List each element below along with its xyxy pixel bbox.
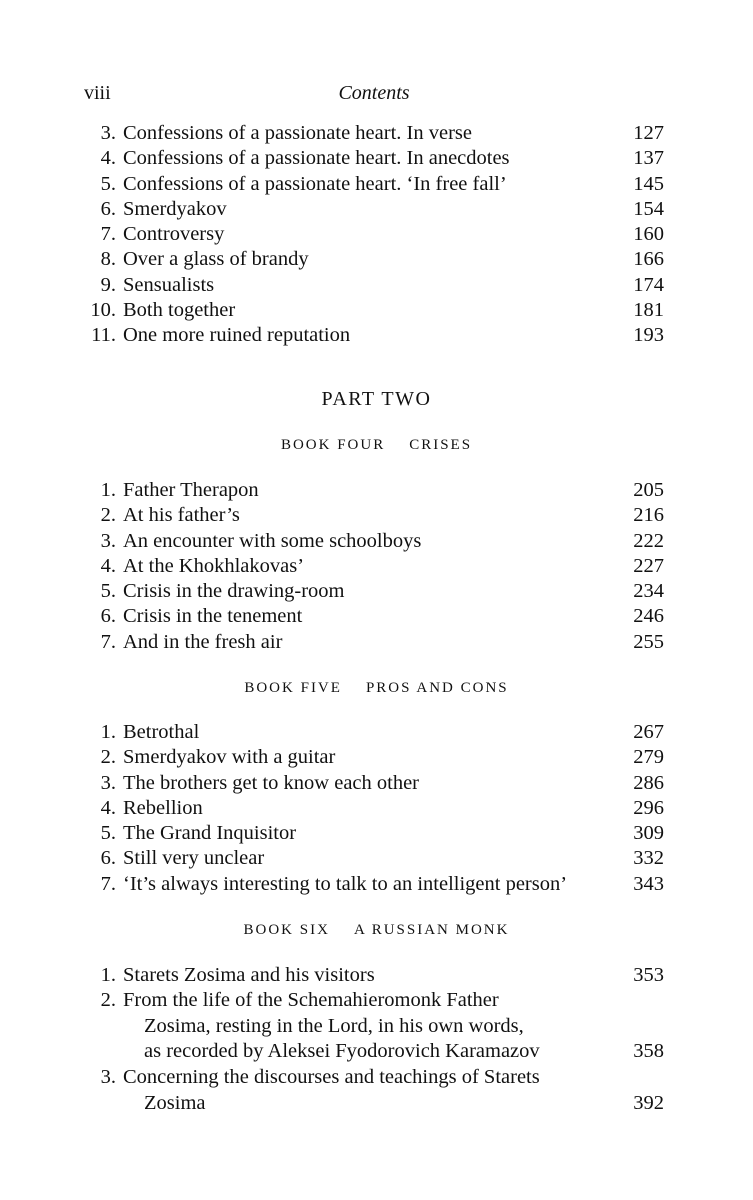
toc-entry[interactable] [0, 630, 753, 655]
entry-title: Smerdyakov with a guitar [123, 746, 336, 769]
entry-title: Confessions of a passionate heart. ‘In free fall’ [123, 172, 507, 195]
toc-entry[interactable] [0, 720, 753, 745]
entry-title-line: as recorded by Aleksei Fyodorovich Karamazov [144, 1040, 540, 1063]
toc-block-book-four [0, 478, 753, 655]
book-label: BOOK FOUR [280, 437, 386, 453]
entry-page: 343 [633, 872, 664, 895]
book-label: BOOK FIVE [244, 680, 342, 696]
entry-number: 2. [100, 504, 116, 527]
toc-entry[interactable] [0, 323, 753, 348]
entry-page: 181 [633, 299, 664, 322]
entry-page: 353 [633, 964, 664, 986]
book-title: A RUSSIAN MONK [353, 922, 510, 938]
toc-block-book-five [0, 720, 753, 897]
entry-number: 11. [91, 324, 116, 347]
entry-page: 216 [633, 504, 664, 527]
entry-title: Father Therapon [123, 479, 259, 501]
entry-title: Still very unclear [123, 847, 265, 870]
toc-entry[interactable] [0, 197, 753, 222]
entry-page: 286 [633, 771, 664, 794]
book-heading-six [0, 922, 753, 939]
part-heading: PART TWO [321, 388, 432, 410]
entry-page: 296 [633, 796, 664, 819]
entry-title-line: Concerning the discourses and teachings of Starets [123, 1066, 540, 1088]
toc-entry[interactable] [0, 963, 753, 989]
entry-number: 3. [100, 771, 116, 794]
toc-entry[interactable] [0, 273, 753, 298]
entry-number: 3. [100, 1066, 116, 1088]
toc-entry[interactable] [0, 222, 753, 247]
toc-entry[interactable] [0, 988, 753, 1065]
toc-entry[interactable] [0, 529, 753, 554]
entry-number: 4. [100, 796, 116, 819]
book-heading-five [0, 680, 753, 697]
toc-entry[interactable] [0, 579, 753, 604]
entry-number: 7. [100, 223, 116, 246]
entry-title: Both together [123, 299, 236, 322]
entry-title: Confessions of a passionate heart. In verse [123, 122, 472, 144]
entry-number: 2. [100, 746, 116, 769]
entry-title: Controversy [123, 223, 225, 246]
entry-title: And in the fresh air [123, 630, 283, 653]
entry-number: 10. [90, 299, 116, 322]
entry-number: 3. [100, 529, 116, 552]
entry-title: Smerdyakov [123, 197, 227, 220]
toc-entry[interactable] [0, 172, 753, 197]
entry-page: 174 [633, 273, 664, 296]
entry-title: An encounter with some schoolboys [123, 529, 422, 552]
entry-number: 5. [100, 172, 116, 195]
entry-page: 145 [633, 172, 664, 195]
entry-title: One more ruined reputation [123, 324, 351, 347]
entry-number: 1. [100, 721, 116, 743]
entry-number: 9. [100, 273, 116, 296]
entry-page: 222 [633, 529, 664, 552]
toc-entry[interactable] [0, 796, 753, 821]
entry-page: 332 [633, 847, 664, 870]
running-head [84, 82, 664, 110]
toc-block-part-one-end [0, 121, 753, 349]
toc-entry[interactable] [0, 745, 753, 770]
entry-title: The brothers get to know each other [123, 771, 420, 794]
entry-number: 4. [100, 147, 116, 170]
entry-page: 267 [633, 721, 664, 743]
book-title: CRISES [409, 437, 473, 453]
entry-number: 5. [100, 580, 116, 603]
toc-entry[interactable] [0, 872, 753, 897]
entry-page: 246 [633, 605, 664, 628]
entry-page: 234 [633, 580, 664, 603]
entry-title: The Grand Inquisitor [123, 822, 297, 845]
entry-page: 227 [633, 554, 664, 577]
book-label: BOOK SIX [243, 922, 330, 938]
entry-number: 6. [100, 197, 116, 220]
entry-number: 7. [100, 872, 116, 895]
toc-entry[interactable] [0, 771, 753, 796]
toc-entry[interactable] [0, 554, 753, 579]
entry-page: 193 [633, 324, 664, 347]
toc-entry[interactable] [0, 298, 753, 323]
entry-title-line: Zosima [144, 1091, 206, 1114]
entry-number: 7. [100, 630, 116, 653]
toc-entry[interactable] [0, 846, 753, 871]
entry-page: 309 [633, 822, 664, 845]
entry-page: 137 [633, 147, 664, 170]
entry-title: Confessions of a passionate heart. In anecdotes [123, 147, 510, 170]
entry-page: 392 [633, 1091, 664, 1114]
book-title: PROS AND CONS [365, 680, 509, 696]
entry-page: 255 [633, 630, 664, 653]
entry-title: Crisis in the drawing-room [123, 580, 345, 603]
entry-page: 127 [633, 122, 664, 144]
book-heading-four [0, 437, 753, 454]
entry-title: At the Khokhlakovas’ [123, 554, 305, 577]
entry-title-line: Zosima, resting in the Lord, in his own words, [144, 1014, 524, 1037]
toc-entry[interactable] [0, 503, 753, 528]
entry-title: Starets Zosima and his visitors [123, 964, 375, 986]
entry-number: 5. [100, 822, 116, 845]
entry-number: 1. [100, 964, 116, 986]
entry-page: 279 [633, 746, 664, 769]
entry-title: ‘It’s always interesting to talk to an intelligent person’ [123, 872, 568, 895]
entry-number: 6. [100, 605, 116, 628]
entry-page: 160 [633, 223, 664, 246]
toc-entry[interactable] [0, 478, 753, 503]
toc-entry[interactable] [0, 1065, 753, 1116]
entry-number: 4. [100, 554, 116, 577]
entry-title: Betrothal [123, 721, 200, 743]
entry-number: 3. [100, 122, 116, 144]
entry-title: Sensualists [123, 273, 215, 296]
entry-page: 358 [633, 1040, 664, 1063]
entry-title: Over a glass of brandy [123, 248, 309, 271]
entry-title: At his father’s [123, 504, 240, 527]
toc-entry[interactable] [0, 121, 753, 146]
page-folio: viii [84, 82, 111, 104]
entry-number: 6. [100, 847, 116, 870]
entry-page: 154 [633, 197, 664, 220]
toc-entry[interactable] [0, 604, 753, 629]
entry-title: Crisis in the tenement [123, 605, 303, 628]
toc-entry[interactable] [0, 146, 753, 171]
entry-title-line: From the life of the Schemahieromonk Father [123, 989, 499, 1011]
toc-entry[interactable] [0, 247, 753, 272]
entry-number: 8. [100, 248, 116, 271]
toc-entry[interactable] [0, 821, 753, 846]
entry-title: Rebellion [123, 796, 203, 819]
entry-page: 205 [633, 479, 664, 501]
running-title: Contents [338, 82, 410, 104]
entry-page: 166 [633, 248, 664, 271]
entry-number: 1. [100, 479, 116, 501]
entry-number: 2. [100, 989, 116, 1011]
